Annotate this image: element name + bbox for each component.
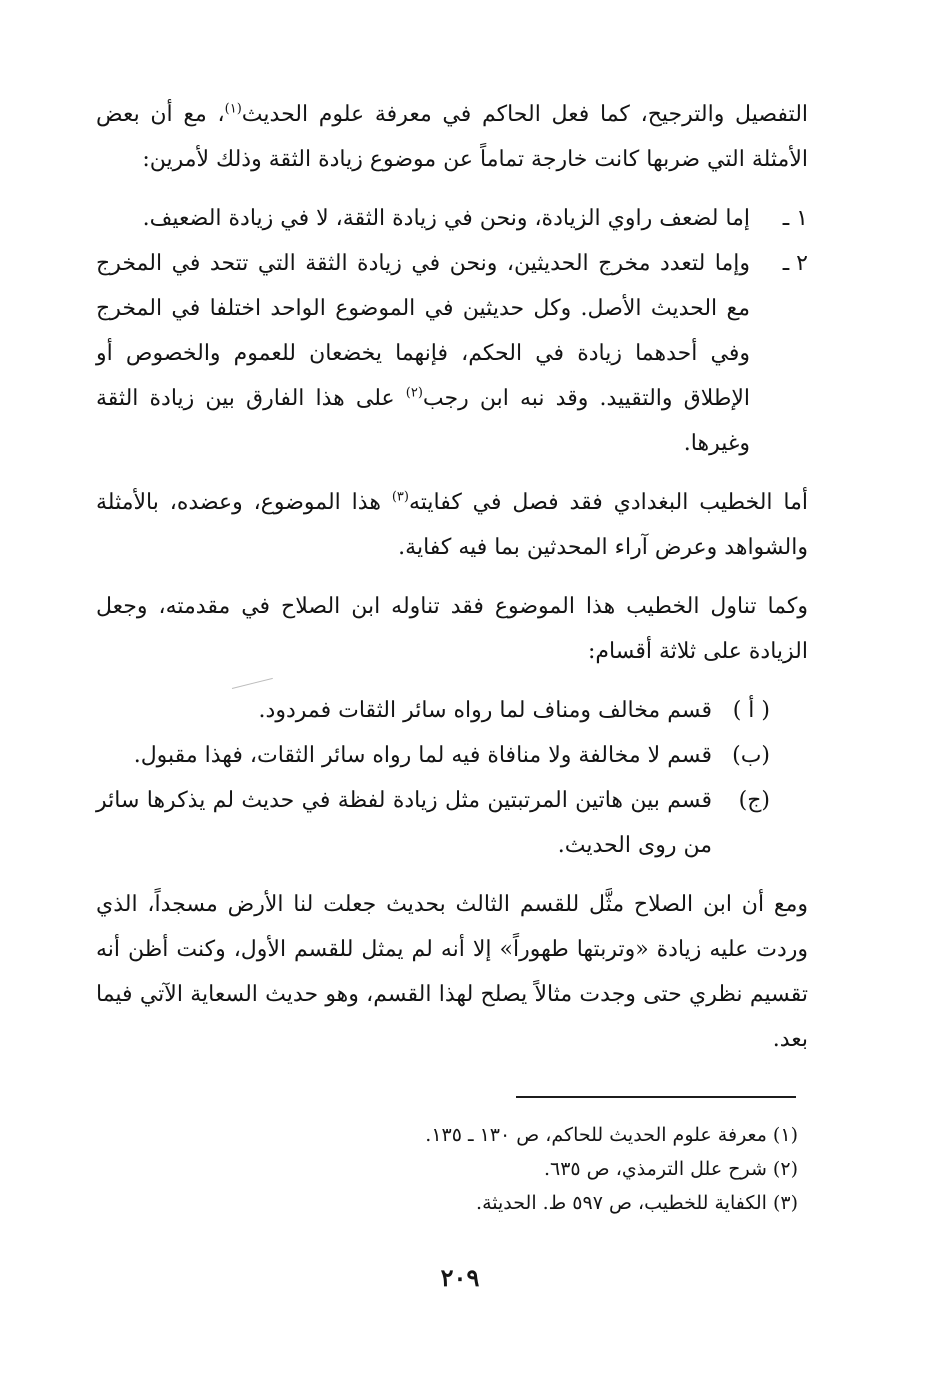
page-number: ٢٠٩ [440,1263,480,1292]
division-item-b-text: قسم لا مخالفة ولا منافاة فيه لما رواه سائر الثقات، فهذا مقبول. [133,743,712,768]
division-item-c-text: قسم بين هاتين المرتبتين مثل زيادة لفظة في حديث لم يذكرها سائر من روى الحديث. [96,788,712,858]
footnotes [300,1118,798,1220]
footnote-1: (١) معرفة علوم الحديث للحاكم، ص ١٣٠ ـ ١٣٥. [425,1124,798,1146]
division-item-c [96,778,808,868]
paragraph-1-text-a: التفصيل والترجيح، كما فعل الحاكم في معرفة علوم الحديث [241,102,809,127]
paragraph-2 [96,480,808,570]
footnote-3: (٣) الكفاية للخطيب، ص ٥٩٧ ط. الحديثة. [476,1192,798,1214]
division-item-a [96,688,808,733]
list-item-2-text-a: وإما لتعدد مخرج الحديثين، ونحن في زيادة الثقة التي تتحد في المخرج مع الحديث الأصل. وكل حديثين في الموضوع الواحد اختلفا في المخرج وفي أحدهما زيادة في الحكم، فإنهما يخضعان للعموم والخصوص أو الإطلاق والتقييد. وقد نبه ابن رجب [96,251,750,411]
footnote-ref-1[interactable]: (١) [224,101,242,117]
paragraph-2-text-b: هذا الموضوع، وعضده، بالأمثلة والشواهد وعرض آراء المحدثين بما فيه كفاية. [96,490,808,560]
footnote-ref-3[interactable]: (٣) [391,489,409,505]
paragraph-3: وكما تناول الخطيب هذا الموضوع فقد تناوله ابن الصلاح في مقدمته، وجعل الزيادة على ثلاثة أقسام: [96,594,808,664]
footnote-2: (٢) شرح علل الترمذي، ص ٦٣٥. [543,1158,798,1180]
list-item-2-text-b: على هذا الفارق بين زيادة الثقة وغيرها. [96,386,750,456]
main-text [96,92,808,1062]
paragraph-2-text-a: أما الخطيب البغدادي فقد فصل في كفايته [408,490,808,515]
division-item-c-label: (ج) [738,788,770,813]
list-item-1 [96,196,808,241]
list-item-1-text: إما لضعف راوي الزيادة، ونحن في زيادة الثقة، لا في زيادة الضعيف. [142,206,750,231]
list-item-2 [96,241,808,466]
paragraph-4: ومع أن ابن الصلاح مثَّل للقسم الثالث بحديث جعلت لنا الأرض مسجداً، الذي وردت عليه زيادة «وتربتها طهوراً» إلا أنه لم يمثل للقسم الأول، وكنت أظن أنه تقسيم نظري حتى وجدت مثالاً يصلح لهذا القسم، وهو حديث السعاية الآتي فيما بعد. [96,892,808,1052]
list-item-1-number: ١ ـ [782,206,808,231]
division-item-a-label: ( أ ) [732,698,770,723]
paragraph-1-text-b: ، مع أن بعض الأمثلة التي ضربها كانت خارجة تماماً عن موضوع زيادة الثقة وذلك لأمرين: [96,102,808,172]
footnote-divider [516,1096,796,1098]
list-item-2-text [96,241,750,466]
footnote-ref-2[interactable]: (٢) [405,385,423,401]
division-item-b [96,733,808,778]
paragraph-1 [96,92,808,182]
division-item-a-text: قسم مخالف ومناف لما رواه سائر الثقات فمردود. [258,698,712,723]
list-item-2-number: ٢ ـ [782,251,808,276]
division-item-b-label: (ب) [732,743,770,768]
